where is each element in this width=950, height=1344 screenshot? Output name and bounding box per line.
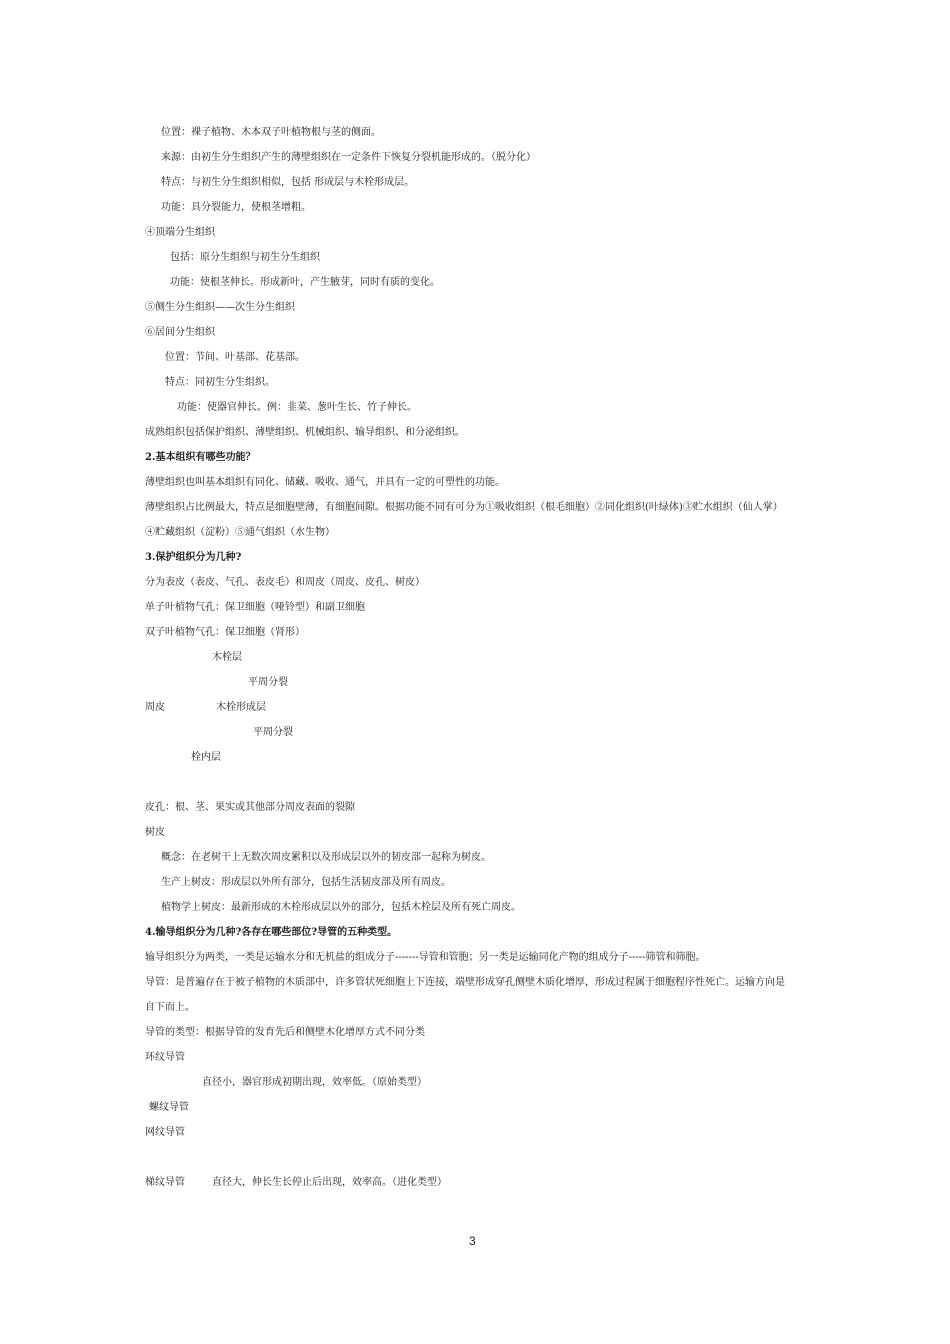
diagram-label: 平周分裂 [248,677,288,688]
text-line: 导管：是普遍存在于被子植物的木质部中，许多管状死细胞上下连接，端壁形成穿孔侧壁木质化增厚，形成过程属于细胞程序性死亡。运输方向是 [145,977,785,988]
diagram-label: 平周分裂 [253,727,293,738]
text-line: 皮孔：根、茎、果实或其他部分周皮表面的裂隙 [145,802,355,813]
page-number: 3 [469,1234,476,1248]
diagram-label: 周皮 [145,702,165,713]
text-line: 梯纹导管 [145,1177,185,1188]
text-line: ④顶端分生组织 [145,227,215,238]
text-line: 植物学上树皮：最新形成的木栓形成层以外的部分，包括木栓层及所有死亡周皮。 [161,902,521,913]
section-heading: 4.输导组织分为几种?各存在哪些部位?导管的五种类型。 [145,927,398,938]
text-line: 概念：在老树干上无数次周皮累积以及形成层以外的韧皮部一起称为树皮。 [161,852,491,863]
text-line: 成熟组织包括保护组织、薄壁组织、机械组织、输导组织、和分泌组织。 [145,427,465,438]
text-line: ⑥居间分生组织 [145,327,215,338]
text-line: ⑤侧生分生组织——次生分生组织 [145,302,295,313]
text-line: 包括：原分生组织与初生分生组织 [170,252,320,263]
text-line: 特点：与初生分生组织相似，包括 形成层与木栓形成层。 [161,177,415,188]
text-line: 分为表皮（表皮、气孔、表皮毛）和周皮（周皮、皮孔、树皮） [145,577,425,588]
text-line: 功能：具分裂能力，使根茎增粗。 [161,202,311,213]
text-line: 单子叶植物气孔：保卫细胞（哑铃型）和副卫细胞 [145,602,365,613]
text-line: 网纹导管 [145,1127,185,1138]
text-line: 导管的类型：根据导管的发育先后和侧壁木化增厚方式不同分类 [145,1027,425,1038]
text-line: 树皮 [145,827,165,838]
section-heading: 3.保护组织分为几种? [145,552,242,563]
text-line: 薄壁组织也叫基本组织有同化、储藏、吸收、通气，并具有一定的可塑性的功能。 [145,477,505,488]
diagram-label: 木栓形成层 [216,702,266,713]
text-line: 功能：使根茎伸长。形成新叶，产生腋芽，同时有质的变化。 [170,277,440,288]
section-heading: 2.基本组织有哪些功能？ [145,452,256,463]
text-line: 薄壁组织占比例最大，特点是细胞壁薄，有细胞间隙。根据功能不同有可分为①吸收组织（根毛细胞）②同化组织(叶绿体)③贮水组织（仙人掌） [145,502,783,513]
text-line: 生产上树皮：形成层以外所有部分，包括生活韧皮部及所有周皮。 [161,877,451,888]
text-line: 特点：同初生分生组织。 [165,377,275,388]
text-line: 自下而上。 [145,1002,195,1013]
text-line: 来源：由初生分生组织产生的薄壁组织在一定条件下恢复分裂机能形成的。（脱分化） [161,152,536,163]
text-line: 螺纹导管 [149,1102,189,1113]
text-line: 输导组织分为两类，一类是运输水分和无机盐的组成分子-------导管和管胞；另一类是运输同化产物的组成分子-----筛管和筛胞。 [145,952,706,963]
text-line: 功能：使器官伸长。例：韭菜、葱叶生长、竹子伸长。 [177,402,417,413]
text-line: 环纹导管 [145,1052,185,1063]
diagram-label: 木栓层 [212,652,242,663]
text-line: 直径大，伸长生长停止后出现，效率高。（进化类型） [212,1177,447,1188]
diagram-label: 栓内层 [191,752,221,763]
text-line: ④贮藏组织（淀粉）⑤通气组织（水生物） [145,527,335,538]
text-line: 双子叶植物气孔：保卫细胞（肾形） [145,627,305,638]
text-line: 直径小，器官形成初期出现，效率低。（原始类型） [202,1077,427,1088]
text-line: 位置：节间、叶基部、花基部。 [165,352,305,363]
text-line: 位置：裸子植物、木本双子叶植物根与茎的侧面。 [161,127,381,138]
